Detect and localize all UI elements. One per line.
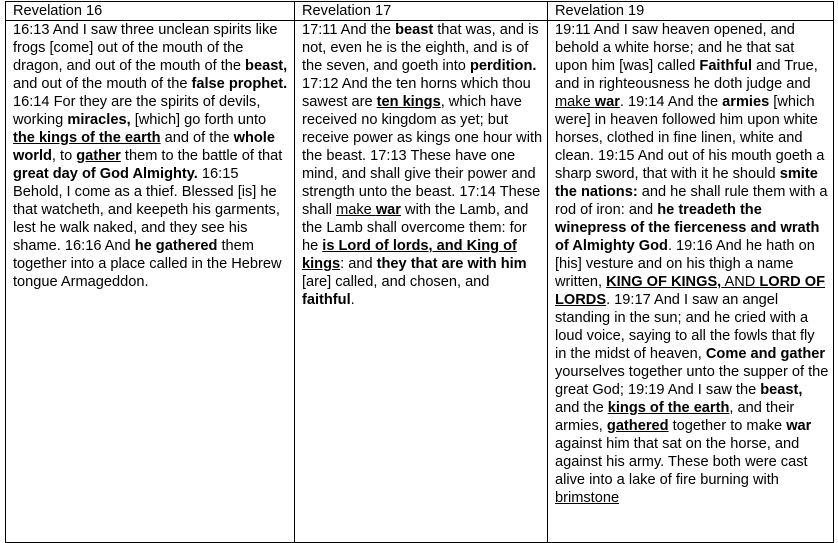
verse-text: and he shall rule them with a rod of iron: and [555, 184, 828, 218]
verse-text: : and [340, 256, 377, 272]
verse-text: 17:11 And the [302, 22, 396, 38]
emphasized-text: war [375, 202, 401, 218]
emphasized-text: smite the nations: [555, 166, 818, 200]
verse-text: [which] go forth unto [130, 112, 267, 128]
verse-text: 16:13 And I saw three unclean spirits like frogs [come] out of the mouth of the dragon, and out of the mouth of the [13, 22, 278, 74]
verse-text: . 19:14 And the [619, 94, 723, 110]
emphasized-text: perdition. [469, 58, 537, 74]
emphasized-text: kings of the earth [607, 400, 730, 416]
text-row [6, 21, 834, 543]
cell-revelation-19-text [548, 21, 834, 543]
emphasized-text: KING OF KINGS, [606, 274, 722, 290]
verse-text: and of the [160, 130, 234, 146]
verse-text: 16:15 Behold, I come as a thief. Blessed [is] he that watcheth, and keepeth his garments, lest he walk naked, and they see his shame. 16:16 And [13, 166, 280, 254]
comparison-table [5, 1, 834, 543]
emphasized-text: armies [722, 94, 770, 110]
verse-text: and True, and in righteousness he doth judge and [555, 58, 818, 92]
verse-text: , to [51, 148, 77, 164]
verse-text: , which have received no kingdom as yet; but receive power as kings one hour with the beast. 17:13 These have one mind, and shall give their power and strength unto the beast. 17:14 These shall [302, 94, 543, 218]
verse-text: [which were] in heaven followed him upon white horses, clothed in fine linen, white and clean. 19:15 And out of his mouth goeth a sharp sword, that with it he should [555, 94, 825, 182]
verse-text: and out of the mouth of the [13, 76, 192, 92]
verse-text: . 19:16 And he hath on [his] vesture and on his thigh a name written, [555, 238, 815, 290]
header-revelation-19: Revelation 19 [548, 2, 834, 21]
verse-text: against him that sat on the horse, and against his army. These both were cast alive into a lake of fire burning with [555, 436, 808, 488]
verse-text: together to make [668, 418, 787, 434]
verse-text: that was, and is not, even he is the eighth, and is of the seven, and goeth into [302, 22, 539, 74]
emphasized-text: false prophet. [191, 76, 288, 92]
emphasized-text: Come and gather [705, 346, 826, 362]
verse-text: 17:12 And the ten horns which thou sawest are [302, 76, 531, 110]
verse-text: them to the battle of that [120, 148, 283, 164]
header-row [6, 2, 834, 21]
emphasized-text: gathered [606, 418, 669, 434]
verse-text: brimstone [555, 490, 620, 506]
verse-text: AND [721, 274, 760, 290]
emphasized-text: war [786, 418, 812, 434]
emphasized-text: beast [395, 22, 434, 38]
header-revelation-17: Revelation 17 [295, 2, 548, 21]
emphasized-text: great day of God Almighty. [13, 166, 198, 182]
cell-revelation-17-text [295, 21, 548, 543]
emphasized-text: Faithful [699, 58, 753, 74]
verse-text: with the Lamb, and the Lamb shall overcome them: for he [302, 202, 529, 254]
verse-text: , and their armies, [555, 400, 795, 434]
emphasized-text: he gathered [134, 238, 218, 254]
emphasized-text: whole world [13, 130, 275, 164]
emphasized-text: beast, [245, 58, 288, 74]
verse-text: [are] called, and chosen, and [302, 274, 490, 290]
verse-text: them together into a place called in the Hebrew tongue Armageddon. [13, 238, 282, 290]
emphasized-text: they that are with him [376, 256, 527, 272]
verse-text: . 19:17 And I saw an angel standing in the sun; and he cried with a loud voice, saying to all the fowls that fly in the midst of heaven, [555, 292, 815, 362]
verse-text: 19:11 And I saw heaven opened, and behold a white horse; and he that sat upon him [was] called [555, 22, 795, 74]
emphasized-text: war [594, 94, 620, 110]
verse-text: make [555, 94, 595, 110]
emphasized-text: LORD OF LORDS [555, 274, 826, 308]
emphasized-text: faithful [302, 292, 351, 308]
verse-text: . [350, 292, 355, 308]
emphasized-text: ten kings [376, 94, 441, 110]
cell-revelation-16-text [6, 21, 295, 543]
verse-text: and the [555, 400, 608, 416]
emphasized-text: is Lord of lords, and King of kings [302, 238, 517, 272]
header-revelation-16: Revelation 16 [6, 2, 295, 21]
emphasized-text: the kings of the earth [13, 130, 161, 146]
emphasized-text: he treadeth the winepress of the fierceness and wrath of Almighty God [555, 202, 820, 254]
emphasized-text: gather [76, 148, 121, 164]
verse-text: yourselves together unto the supper of the great God; 19:19 And I saw the [555, 364, 829, 398]
verse-text: 16:14 For they are the spirits of devils, working [13, 94, 261, 128]
emphasized-text: beast, [760, 382, 803, 398]
verse-text: make [336, 202, 376, 218]
emphasized-text: miracles, [67, 112, 131, 128]
